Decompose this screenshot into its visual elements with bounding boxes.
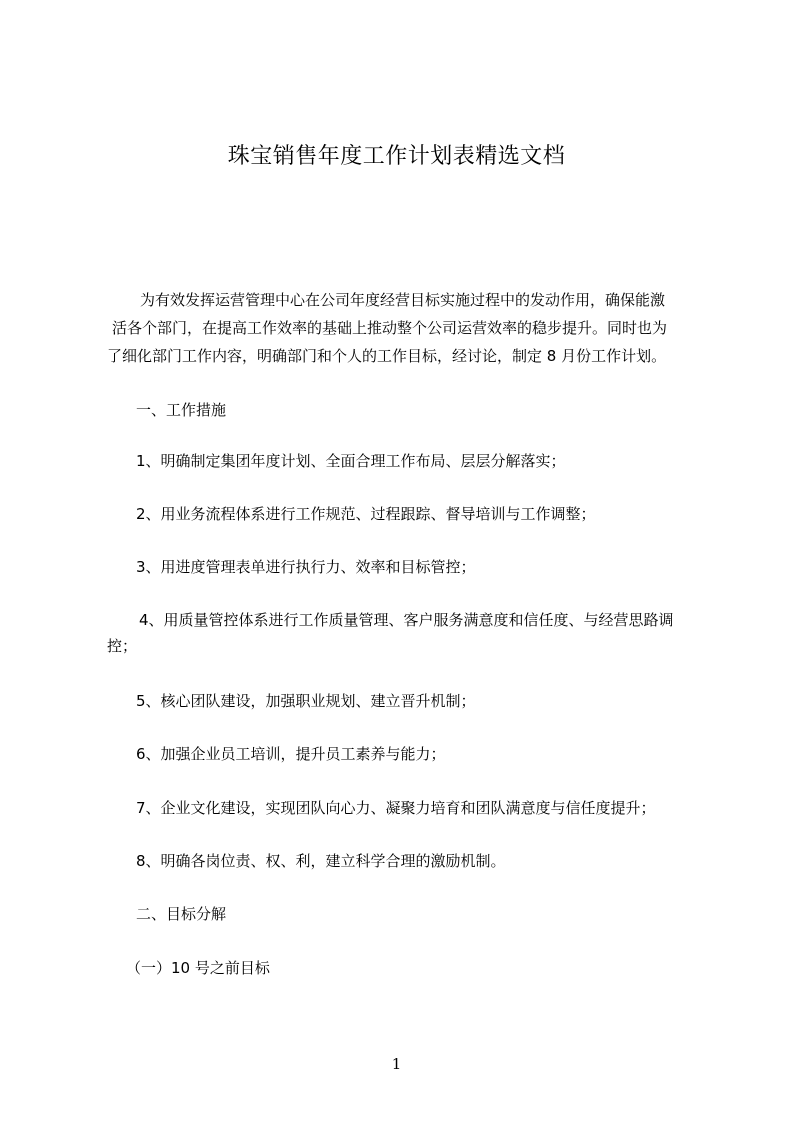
section-heading-measures: 一、工作措施 xyxy=(136,401,227,419)
intro-line: 了细化部门工作内容，明确部门和个人的工作目标，经讨论，制定 8 月份工作计划。 xyxy=(107,347,667,365)
measure-item: 6、加强企业员工培训，提升员工素养与能力； xyxy=(136,745,446,763)
measure-line: 4、用质量管控体系进行工作质量管理、客户服务满意度和信任度、与经营思路调 xyxy=(139,611,674,629)
measure-item: 5、核心团队建设，加强职业规划、建立晋升机制； xyxy=(136,692,476,710)
document-title: 珠宝销售年度工作计划表精选文档 xyxy=(227,144,566,169)
measure-item: 8、明确各岗位责、权、利，建立科学合理的激励机制。 xyxy=(136,852,506,870)
measure-item xyxy=(107,607,713,659)
measure-item: 2、用业务流程体系进行工作规范、过程跟踪、督导培训与工作调整； xyxy=(136,505,596,523)
page-number: 1 xyxy=(391,1055,402,1073)
measure-item: 3、用进度管理表单进行执行力、效率和目标管控； xyxy=(136,558,476,576)
measure-item: 7、企业文化建设，实现团队向心力、凝聚力培育和团队满意度与信任度提升； xyxy=(136,799,656,817)
intro-line: 为有效发挥运营管理中心在公司年度经营目标实施过程中的发动作用，确保能激 xyxy=(140,291,666,309)
subsection-heading: （一）10 号之前目标 xyxy=(126,959,270,977)
measure-item: 1、明确制定集团年度计划、全面合理工作布局、层层分解落实； xyxy=(136,452,566,470)
intro-line: 活各个部门，在提高工作效率的基础上推动整个公司运营效率的稳步提升。同时也为 xyxy=(112,319,668,337)
section-heading-goals: 二、目标分解 xyxy=(136,905,227,923)
intro-paragraph xyxy=(107,286,713,370)
measure-line: 控； xyxy=(107,637,138,655)
